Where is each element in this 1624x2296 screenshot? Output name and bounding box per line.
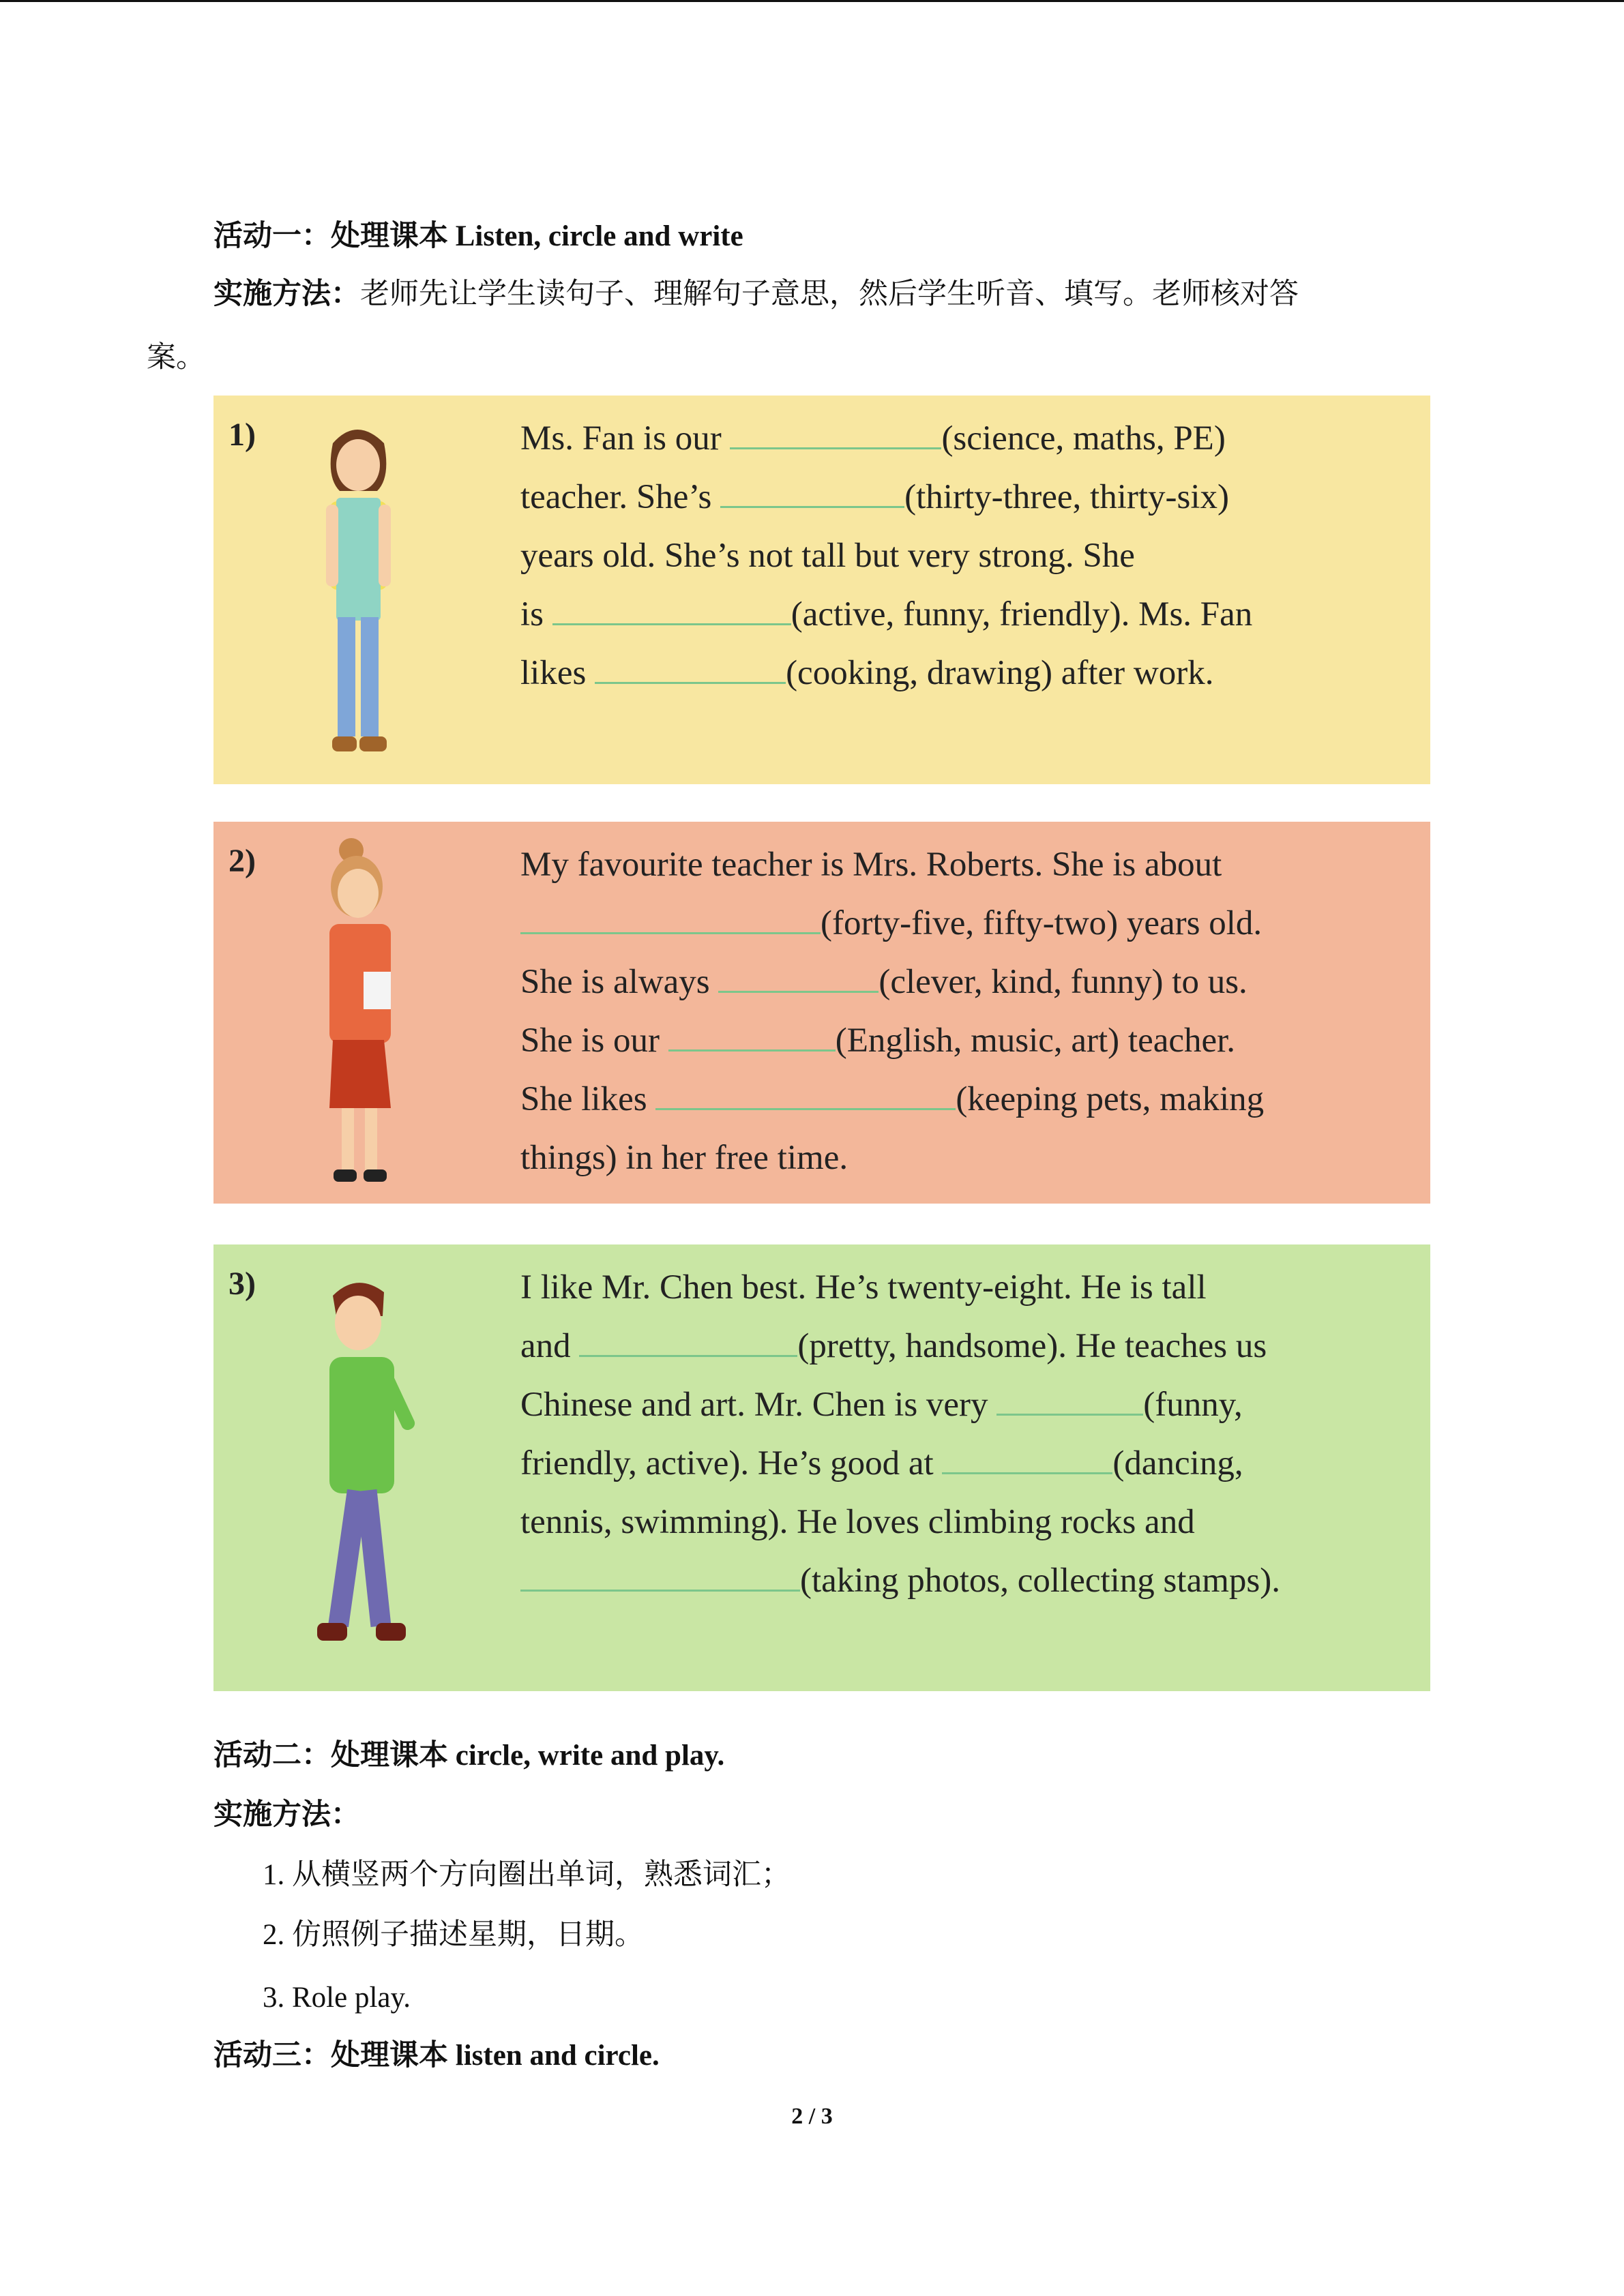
exercise-2-lines [520, 835, 1264, 1187]
exercise-line [520, 835, 1264, 894]
exercise-options: (forty-five, fifty-two) years old. [821, 904, 1263, 942]
exercise-text: things) in her free time. [520, 1139, 848, 1177]
exercise-panel-2 [213, 822, 1430, 1204]
answer-blank[interactable] [655, 1082, 956, 1110]
exercise-line [520, 1070, 1264, 1129]
exercise-options: (pretty, handsome). He teaches us [797, 1327, 1267, 1365]
exercise-options: (keeping pets, making [956, 1080, 1265, 1118]
exercise-options: (active, funny, friendly). Ms. Fan [791, 595, 1253, 633]
exercise-options: (dancing, [1112, 1444, 1243, 1482]
activity2-method-label: 实施方法： [213, 1799, 360, 1831]
answer-blank[interactable] [552, 597, 791, 625]
exercise-line [520, 1317, 1280, 1375]
exercise-text: She is always [520, 963, 719, 1001]
exercise-line [520, 953, 1264, 1011]
answer-blank[interactable] [520, 1564, 800, 1592]
exercise-line [520, 409, 1252, 468]
activity2-title: 活动二：处理课本 circle, write and play. [213, 1740, 725, 1772]
exercise-line [520, 526, 1252, 585]
exercise-options: (science, maths, PE) [941, 419, 1226, 458]
exercise-text: tennis, swimming). He loves climbing rocks and [520, 1503, 1195, 1541]
answer-blank[interactable] [720, 480, 904, 508]
teacher-mr-chen-illustration [289, 1268, 425, 1678]
exercise-options: (clever, kind, funny) to us. [879, 963, 1247, 1001]
exercise-line [520, 468, 1252, 526]
exercise-1-lines [520, 409, 1252, 702]
activity2-step-1: 1. 从横竖两个方向圈出单词，熟悉词汇； [263, 1859, 791, 1891]
exercise-text: teacher. She’s [520, 478, 721, 516]
exercise-line [520, 1434, 1280, 1493]
answer-blank[interactable] [520, 906, 821, 934]
exercise-line [520, 1375, 1280, 1434]
exercise-line [520, 1129, 1264, 1187]
exercise-text: My favourite teacher is Mrs. Roberts. She is about [520, 846, 1222, 884]
exercise-line [520, 585, 1252, 644]
answer-blank[interactable] [730, 421, 941, 449]
exercise-text: Ms. Fan is our [520, 419, 730, 458]
exercise-text: Chinese and art. Mr. Chen is very [520, 1386, 997, 1424]
exercise-number: 2) [228, 843, 256, 879]
activity1-method [213, 274, 1299, 315]
answer-blank[interactable] [996, 1388, 1143, 1416]
page-top-border [0, 0, 1624, 2]
exercise-options: (funny, [1143, 1386, 1243, 1424]
activity1-method-label: 实施方法： [213, 278, 360, 310]
exercise-panel-1 [213, 396, 1430, 784]
exercise-text: She is our [520, 1022, 668, 1060]
answer-blank[interactable] [718, 965, 879, 993]
exercise-line [520, 1258, 1280, 1317]
activity1-method-text: 老师先让学生读句子、理解句子意思，然后学生听音、填写。老师核对答 [360, 278, 1299, 310]
exercise-3-lines [520, 1258, 1280, 1610]
activity1-title: 活动一：处理课本 Listen, circle and write [213, 220, 743, 252]
exercise-options: (taking photos, collecting stamps). [800, 1562, 1280, 1600]
exercise-line [520, 1011, 1264, 1070]
exercise-text: is [520, 595, 552, 633]
exercise-text: and [520, 1327, 580, 1365]
exercise-text: years old. She’s not tall but very strong. She [520, 537, 1135, 575]
answer-blank[interactable] [595, 656, 786, 684]
answer-blank[interactable] [668, 1024, 836, 1052]
activity2-step-2: 2. 仿照例子描述星期，日期。 [263, 1919, 644, 1951]
exercise-options: (English, music, art) teacher. [835, 1022, 1236, 1060]
exercise-options: (thirty-three, thirty-six) [904, 478, 1230, 516]
exercise-line [520, 1493, 1280, 1551]
exercise-text: I like Mr. Chen best. He’s twenty-eight. He is tall [520, 1268, 1207, 1307]
exercise-line [520, 644, 1252, 702]
exercise-number: 1) [228, 417, 256, 453]
exercise-number: 3) [228, 1266, 256, 1302]
answer-blank[interactable] [579, 1329, 797, 1357]
exercise-panel-3 [213, 1244, 1430, 1691]
activity2-step-3: 3. Role play. [263, 1982, 411, 2014]
activity3-title: 活动三：处理课本 listen and circle. [213, 2040, 660, 2072]
exercise-text: friendly, active). He’s good at [520, 1444, 943, 1482]
answer-blank[interactable] [942, 1446, 1112, 1474]
page-number: 2 / 3 [791, 2104, 833, 2129]
exercise-line [520, 894, 1264, 953]
exercise-line [520, 1551, 1280, 1610]
teacher-mrs-roberts-illustration [289, 835, 425, 1190]
activity1-method-continued: 案。 [147, 342, 205, 374]
exercise-options: (cooking, drawing) after work. [786, 654, 1214, 692]
teacher-ms-fan-illustration [289, 416, 425, 771]
exercise-text: likes [520, 654, 595, 692]
exercise-text: She likes [520, 1080, 656, 1118]
